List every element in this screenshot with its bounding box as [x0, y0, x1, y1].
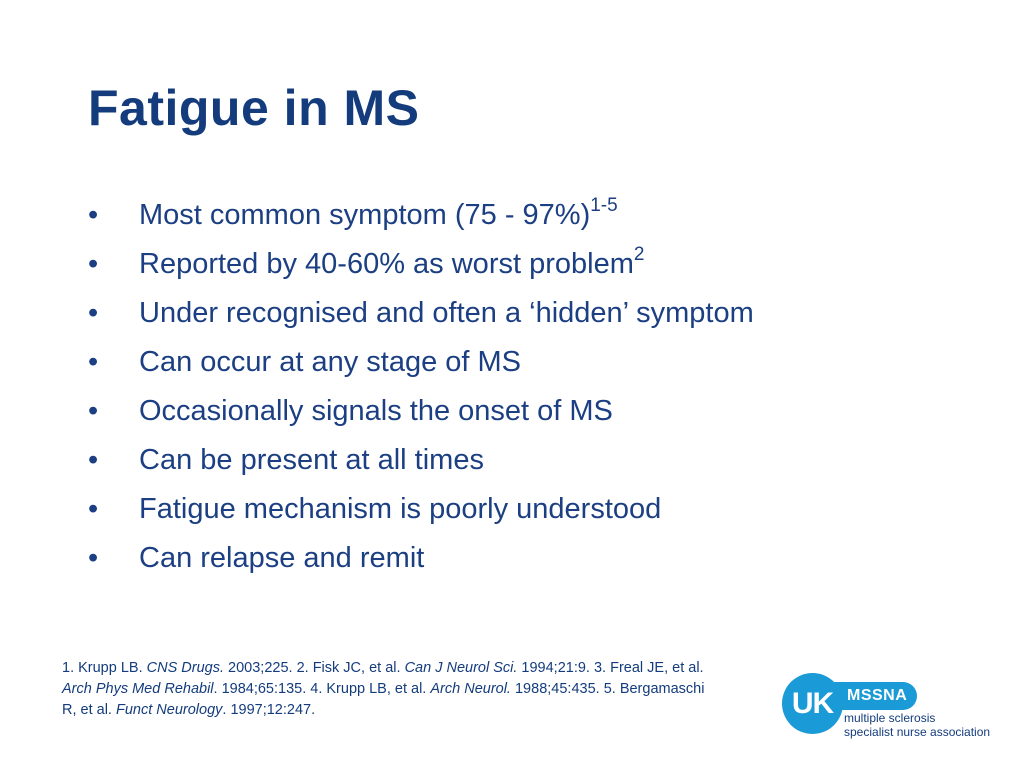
bullet-text [139, 485, 661, 534]
bullet-icon: • [88, 444, 99, 476]
bullet-icon: • [88, 542, 99, 574]
bullet-text [139, 338, 521, 387]
bullet-item [88, 436, 948, 485]
bullet-icon: • [88, 248, 99, 280]
bullet-label: Can relapse and remit [139, 542, 425, 574]
bullet-label: Fatigue mechanism is poorly understood [139, 493, 662, 525]
slide-title: Fatigue in MS [88, 80, 420, 136]
bullet-text [139, 534, 424, 583]
bullet-item [88, 485, 948, 534]
citation-superscript: 2 [633, 244, 645, 266]
bullet-label: Under recognised and often a ‘hidden’ symptom [139, 297, 754, 329]
reference-detail: 2003;225. [224, 660, 297, 676]
references [62, 658, 722, 721]
reference-authors: 4. Krupp LB, et al. [310, 681, 431, 697]
bullet-label: Can be present at all times [139, 444, 484, 476]
bullet-icon: • [88, 493, 99, 525]
bullet-item [88, 534, 948, 583]
reference-journal: Arch Neurol. [430, 681, 511, 697]
reference-authors: 2. Fisk JC, et al. [296, 660, 405, 676]
bullet-item [88, 191, 948, 240]
bullet-icon: • [88, 199, 99, 231]
bullet-icon: • [88, 395, 99, 427]
reference-2 [297, 660, 594, 676]
bullet-icon: • [88, 297, 99, 329]
reference-4 [310, 681, 603, 697]
reference-authors: 3. Freal JE, et al. [593, 660, 704, 676]
bullet-item [88, 387, 948, 436]
mssna-logo [778, 670, 991, 745]
bullet-label: Reported by 40-60% as worst problem [139, 248, 634, 280]
bullet-label: Occasionally signals the onset of MS [139, 395, 613, 427]
reference-journal: Can J Neurol Sci. [404, 660, 518, 676]
logo-tagline-line2: specialist nurse association [844, 725, 991, 739]
citation-superscript: 1-5 [590, 195, 618, 217]
bullet-item [88, 289, 948, 338]
logo-acronym: MSSNA [827, 682, 917, 710]
bullet-text [139, 191, 618, 240]
bullet-label: Most common symptom (75 - 97%) [139, 199, 591, 231]
bullet-list [88, 191, 948, 583]
reference-journal: Arch Phys Med Rehabil [62, 681, 214, 697]
bullet-text [139, 289, 754, 338]
logo-uk-circle: UK [782, 673, 843, 734]
bullet-label: Can occur at any stage of MS [139, 346, 522, 378]
reference-detail: . 1984;65:135. [213, 681, 311, 697]
bullet-text [139, 436, 484, 485]
reference-detail: 1988;45:435. [510, 681, 604, 697]
reference-journal: CNS Drugs. [146, 660, 224, 676]
reference-authors: 1. Krupp LB. [62, 660, 147, 676]
reference-journal: Funct Neurology [116, 702, 223, 718]
reference-authors: 5. Bergamaschi R, et al. [62, 681, 705, 718]
reference-detail: . 1997;12:247. [222, 702, 316, 718]
bullet-text [139, 387, 613, 436]
logo-tagline-line1: multiple sclerosis [844, 711, 936, 725]
bullet-text [139, 240, 644, 289]
reference-detail: 1994;21:9. [517, 660, 594, 676]
bullet-item [88, 338, 948, 387]
bullet-icon: • [88, 346, 99, 378]
bullet-item [88, 240, 948, 289]
reference-1 [62, 660, 297, 676]
